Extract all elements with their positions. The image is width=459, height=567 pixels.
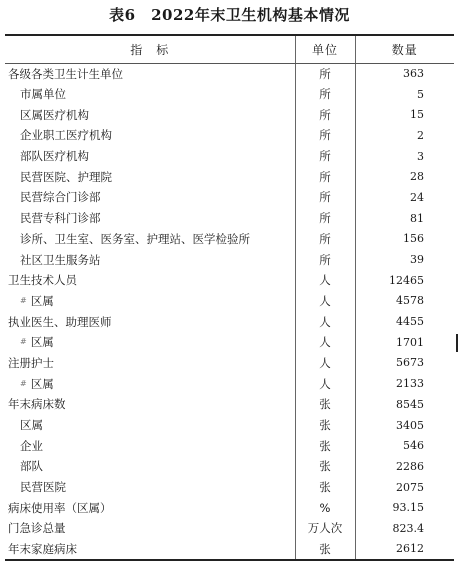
row-indicator-label: 民营专科门诊部 xyxy=(20,211,101,226)
row-indicator-cell xyxy=(5,125,295,146)
row-indicator-label: 各级各类卫生计生单位 xyxy=(8,66,123,81)
row-unit-cell: 所 xyxy=(295,208,355,229)
row-indicator-cell xyxy=(5,291,295,312)
row-unit-cell: 所 xyxy=(295,63,355,84)
table-row xyxy=(5,166,454,187)
row-indicator-label: 病床使用率（区属） xyxy=(8,500,112,515)
row-indicator-label: 区属医疗机构 xyxy=(20,107,89,122)
table-row xyxy=(5,270,454,291)
row-value-cell: 156 xyxy=(355,229,454,250)
row-indicator-cell xyxy=(5,187,295,208)
row-indicator-label: 注册护士 xyxy=(8,355,54,370)
row-value-cell: 546 xyxy=(355,435,454,456)
table-row xyxy=(5,435,454,456)
statistics-table-container xyxy=(5,34,454,561)
table-row xyxy=(5,477,454,498)
row-value-cell: 28 xyxy=(355,166,454,187)
table-body xyxy=(5,63,454,560)
row-unit-cell: 所 xyxy=(295,104,355,125)
row-unit-cell: 人 xyxy=(295,332,355,353)
of-which-marker: # xyxy=(20,295,27,305)
row-indicator-cell xyxy=(5,229,295,250)
row-unit-cell: 所 xyxy=(295,84,355,105)
row-indicator-cell xyxy=(5,104,295,125)
row-indicator-label: 民营综合门诊部 xyxy=(20,190,101,205)
row-value-cell: 12465 xyxy=(355,270,454,291)
row-value-cell: 2133 xyxy=(355,373,454,394)
table-row xyxy=(5,353,454,374)
row-value-cell: 5673 xyxy=(355,353,454,374)
row-unit-cell: 张 xyxy=(295,539,355,560)
row-indicator-label: 卫生技术人员 xyxy=(8,273,77,288)
statistics-table xyxy=(5,34,454,561)
row-indicator-cell xyxy=(5,353,295,374)
row-unit-cell: 所 xyxy=(295,249,355,270)
row-indicator-cell xyxy=(5,208,295,229)
row-value-cell: 4455 xyxy=(355,311,454,332)
table-row xyxy=(5,332,454,353)
table-row xyxy=(5,518,454,539)
row-indicator-label: 部队医疗机构 xyxy=(20,149,89,164)
row-unit-cell: % xyxy=(295,497,355,518)
table-row xyxy=(5,84,454,105)
row-indicator-label: 诊所、卫生室、医务室、护理站、医学检验所 xyxy=(20,231,250,246)
table-header-row xyxy=(5,35,454,63)
row-unit-cell: 人 xyxy=(295,373,355,394)
row-indicator-label: 民营医院、护理院 xyxy=(20,169,112,184)
row-indicator-cell xyxy=(5,63,295,84)
text-cursor-mark xyxy=(456,334,458,352)
row-indicator-label: 企业职工医疗机构 xyxy=(20,128,112,143)
row-indicator-cell xyxy=(5,84,295,105)
row-unit-cell: 所 xyxy=(295,187,355,208)
of-which-marker: # xyxy=(20,378,27,388)
row-indicator-label: 年末病床数 xyxy=(8,397,66,412)
row-indicator-cell xyxy=(5,394,295,415)
column-header-value: 数量 xyxy=(355,35,454,63)
row-indicator-label: 执业医生、助理医师 xyxy=(8,314,112,329)
row-value-cell: 4578 xyxy=(355,291,454,312)
row-unit-cell: 张 xyxy=(295,435,355,456)
row-unit-cell: 张 xyxy=(295,415,355,436)
row-value-cell: 93.15 xyxy=(355,497,454,518)
table-row xyxy=(5,291,454,312)
row-value-cell: 2075 xyxy=(355,477,454,498)
row-unit-cell: 张 xyxy=(295,394,355,415)
row-indicator-cell xyxy=(5,373,295,394)
row-value-cell: 24 xyxy=(355,187,454,208)
row-value-cell: 81 xyxy=(355,208,454,229)
row-value-cell: 3 xyxy=(355,146,454,167)
row-indicator-cell xyxy=(5,477,295,498)
row-indicator-label: 企业 xyxy=(20,438,43,453)
column-header-unit: 单位 xyxy=(295,35,355,63)
row-unit-cell: 人 xyxy=(295,291,355,312)
row-indicator-label: 年末家庭病床 xyxy=(8,541,77,556)
table-row xyxy=(5,373,454,394)
row-value-cell: 15 xyxy=(355,104,454,125)
row-unit-cell: 所 xyxy=(295,125,355,146)
row-unit-cell: 所 xyxy=(295,166,355,187)
row-unit-cell: 所 xyxy=(295,229,355,250)
row-indicator-cell xyxy=(5,146,295,167)
row-indicator-cell xyxy=(5,332,295,353)
table-row xyxy=(5,208,454,229)
row-indicator-cell xyxy=(5,497,295,518)
row-unit-cell: 张 xyxy=(295,456,355,477)
row-indicator-label: 区属 xyxy=(30,376,54,391)
row-indicator-label: 社区卫生服务站 xyxy=(20,252,101,267)
table-row xyxy=(5,497,454,518)
row-unit-cell: 张 xyxy=(295,477,355,498)
row-value-cell: 823.4 xyxy=(355,518,454,539)
row-indicator-label: 区属 xyxy=(20,418,43,433)
row-value-cell: 2612 xyxy=(355,539,454,560)
row-unit-cell: 人 xyxy=(295,311,355,332)
table-row xyxy=(5,63,454,84)
table-row xyxy=(5,146,454,167)
table-row xyxy=(5,229,454,250)
row-indicator-cell xyxy=(5,270,295,291)
table-row xyxy=(5,311,454,332)
row-unit-cell: 所 xyxy=(295,146,355,167)
row-value-cell: 2286 xyxy=(355,456,454,477)
row-value-cell: 2 xyxy=(355,125,454,146)
row-indicator-label: 区属 xyxy=(30,293,54,308)
row-indicator-label: 部队 xyxy=(20,459,43,474)
row-value-cell: 3405 xyxy=(355,415,454,436)
row-indicator-cell xyxy=(5,166,295,187)
row-indicator-cell xyxy=(5,311,295,332)
table-row xyxy=(5,187,454,208)
row-indicator-label: 民营医院 xyxy=(20,480,66,495)
table-row xyxy=(5,415,454,436)
row-indicator-label: 门急诊总量 xyxy=(8,521,66,536)
table-row xyxy=(5,249,454,270)
row-indicator-label: 区属 xyxy=(30,335,54,350)
table-row xyxy=(5,394,454,415)
table-row xyxy=(5,125,454,146)
table-row xyxy=(5,539,454,560)
row-indicator-cell xyxy=(5,518,295,539)
row-value-cell: 1701 xyxy=(355,332,454,353)
column-header-indicator: 指 标 xyxy=(5,35,295,63)
row-indicator-cell xyxy=(5,249,295,270)
table-row xyxy=(5,456,454,477)
row-indicator-cell xyxy=(5,435,295,456)
row-indicator-cell xyxy=(5,456,295,477)
row-unit-cell: 人 xyxy=(295,270,355,291)
of-which-marker: # xyxy=(20,337,27,347)
row-indicator-cell xyxy=(5,415,295,436)
row-value-cell: 363 xyxy=(355,63,454,84)
row-indicator-label: 市属单位 xyxy=(20,87,66,102)
row-value-cell: 8545 xyxy=(355,394,454,415)
row-value-cell: 39 xyxy=(355,249,454,270)
table-title: 表6 2022年末卫生机构基本情况 xyxy=(109,6,350,24)
row-indicator-cell xyxy=(5,539,295,560)
row-unit-cell: 人 xyxy=(295,353,355,374)
row-unit-cell: 万人次 xyxy=(295,518,355,539)
row-value-cell: 5 xyxy=(355,84,454,105)
table-row xyxy=(5,104,454,125)
